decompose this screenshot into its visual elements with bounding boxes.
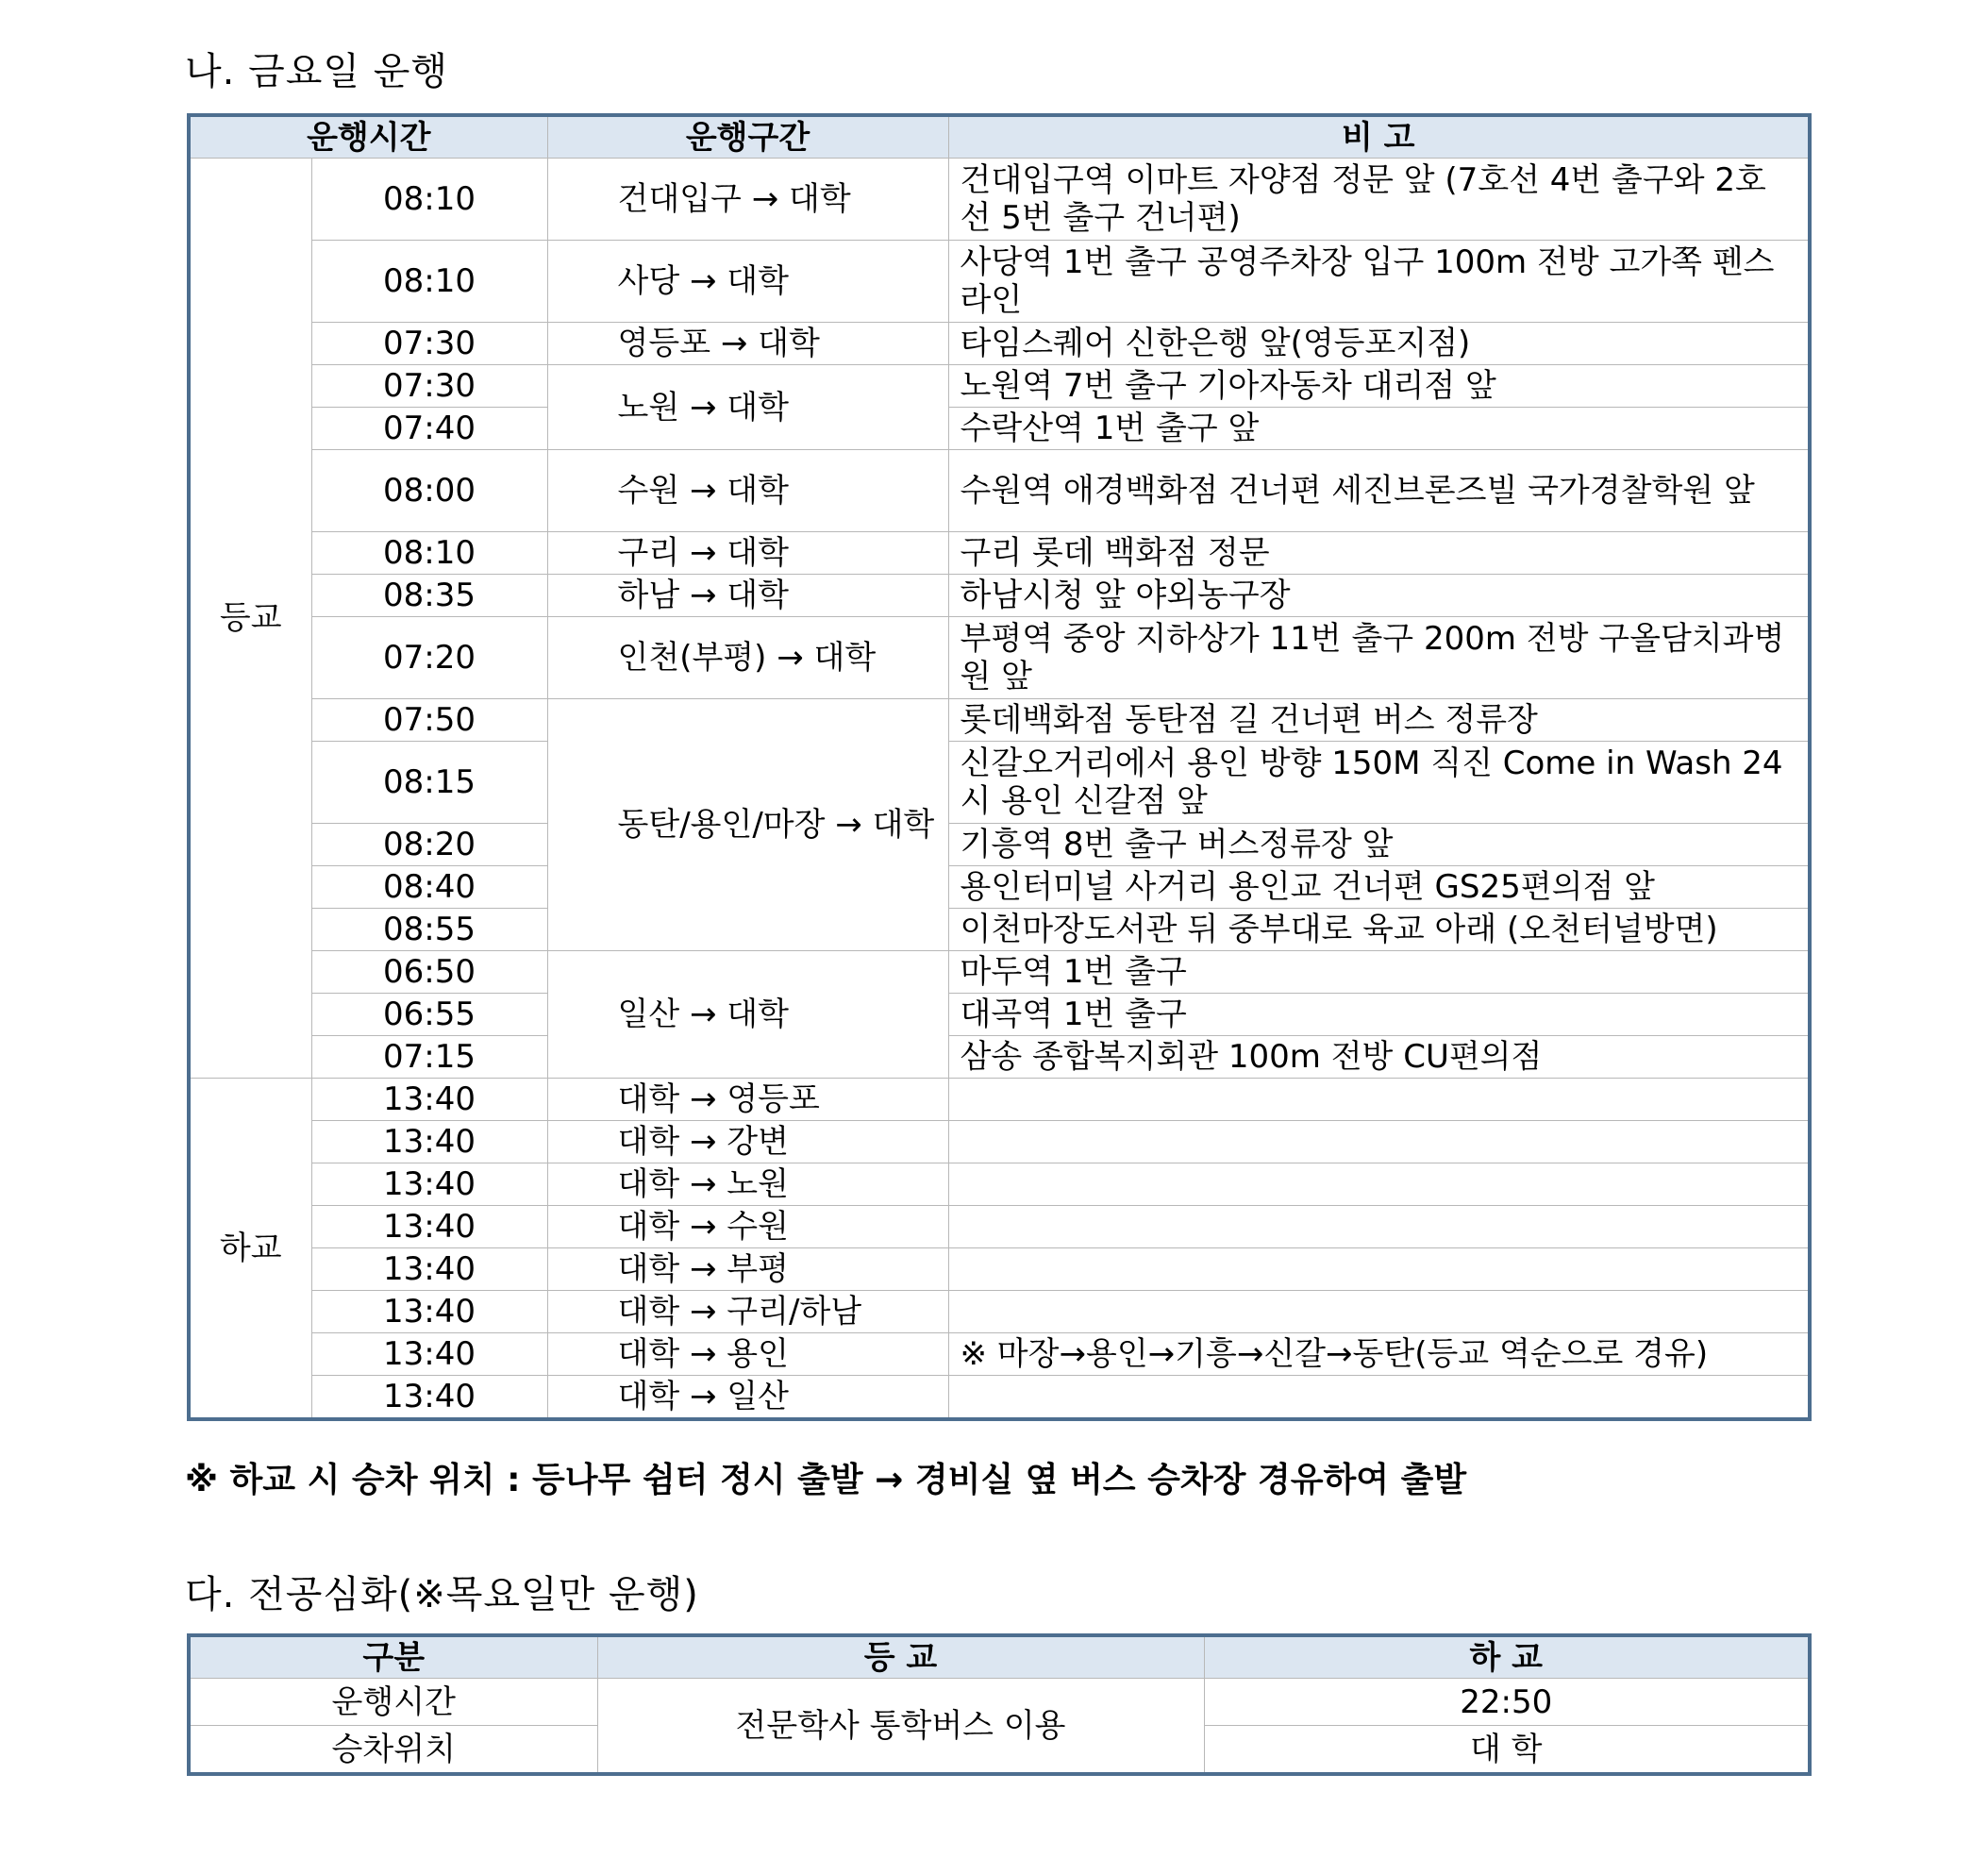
table-row [189, 909, 1810, 951]
time-cell: 08:40 [311, 866, 547, 909]
remark-cell: 롯데백화점 동탄점 길 건너편 버스 정류장 [948, 699, 1810, 742]
route-cell: 하남 → 대학 [547, 575, 948, 617]
time-cell: 08:20 [311, 824, 547, 866]
route-cell: 대학 → 영등포 [547, 1079, 948, 1121]
table-row [189, 450, 1810, 532]
group-afternoon: 하교 [189, 1079, 311, 1420]
route-cell: 대학 → 강변 [547, 1121, 948, 1163]
route-cell: 동탄/용인/마장 → 대학 [547, 699, 948, 951]
time-cell: 08:55 [311, 909, 547, 951]
route-cell: 대학 → 수원 [547, 1206, 948, 1248]
route-cell: 일산 → 대학 [547, 951, 948, 1079]
header-morning: 등 교 [597, 1635, 1204, 1679]
time-cell: 07:40 [311, 408, 547, 450]
table-row [189, 241, 1810, 323]
route-cell: 대학 → 일산 [547, 1376, 948, 1420]
boarding-footnote: ※ 하교 시 승차 위치 : 등나무 쉼터 정시 출발 → 경비실 옆 버스 승차장 경유하여 출발 [185, 1461, 1467, 1499]
route-cell: 사당 → 대학 [547, 241, 948, 323]
route-cell: 영등포 → 대학 [547, 323, 948, 365]
section-title-friday: 나. 금요일 운행 [185, 50, 448, 93]
table-row [189, 994, 1810, 1036]
morning-value: 전문학사 통학버스 이용 [597, 1679, 1204, 1775]
route-cell: 대학 → 구리/하남 [547, 1291, 948, 1333]
time-cell: 13:40 [311, 1206, 547, 1248]
major-schedule-table [187, 1633, 1812, 1776]
remark-cell: 타임스퀘어 신한은행 앞(영등포지점) [948, 323, 1810, 365]
route-cell: 수원 → 대학 [547, 450, 948, 532]
time-cell: 13:40 [311, 1333, 547, 1376]
route-cell: 건대입구 → 대학 [547, 159, 948, 241]
table-row [189, 1291, 1810, 1333]
table-row [189, 1679, 1810, 1726]
remark-cell: 하남시청 앞 야외농구장 [948, 575, 1810, 617]
remark-cell: 노원역 7번 출구 기아자동차 대리점 앞 [948, 365, 1810, 408]
header-afternoon: 하 교 [1204, 1635, 1810, 1679]
route-cell: 구리 → 대학 [547, 532, 948, 575]
remark-cell: 대곡역 1번 출구 [948, 994, 1810, 1036]
remark-cell: 사당역 1번 출구 공영주차장 입구 100m 전방 고가쪽 펜스라인 [948, 241, 1810, 323]
table-row [189, 1206, 1810, 1248]
time-cell: 08:10 [311, 159, 547, 241]
table-row [189, 617, 1810, 699]
time-cell: 07:20 [311, 617, 547, 699]
table-row [189, 1163, 1810, 1206]
header-route: 운행구간 [547, 115, 948, 159]
time-cell: 06:55 [311, 994, 547, 1036]
row-label-location: 승차위치 [189, 1726, 597, 1775]
table-row [189, 1121, 1810, 1163]
time-cell: 13:40 [311, 1291, 547, 1333]
route-cell: 인천(부평) → 대학 [547, 617, 948, 699]
group-morning: 등교 [189, 159, 311, 1079]
time-cell: 13:40 [311, 1376, 547, 1420]
time-cell: 07:15 [311, 1036, 547, 1079]
time-cell: 08:10 [311, 532, 547, 575]
time-cell: 08:15 [311, 742, 547, 824]
table-row [189, 1333, 1810, 1376]
route-cell: 노원 → 대학 [547, 365, 948, 450]
route-cell: 대학 → 노원 [547, 1163, 948, 1206]
remark-cell: 기흥역 8번 출구 버스정류장 앞 [948, 824, 1810, 866]
time-cell: 07:30 [311, 323, 547, 365]
time-cell: 13:40 [311, 1079, 547, 1121]
table-header-row [189, 115, 1810, 159]
header-category: 구분 [189, 1635, 597, 1679]
row-label-time: 운행시간 [189, 1679, 597, 1726]
friday-schedule-table [187, 113, 1812, 1421]
remark-cell [948, 1163, 1810, 1206]
afternoon-location: 대 학 [1204, 1726, 1810, 1775]
remark-cell [948, 1291, 1810, 1333]
remark-cell: 용인터미널 사거리 용인교 건너편 GS25편의점 앞 [948, 866, 1810, 909]
time-cell: 07:50 [311, 699, 547, 742]
table-row [189, 323, 1810, 365]
time-cell: 08:35 [311, 575, 547, 617]
table-row [189, 159, 1810, 241]
table-row [189, 951, 1810, 994]
table-row [189, 365, 1810, 408]
table-row [189, 408, 1810, 450]
remark-cell [948, 1079, 1810, 1121]
remark-cell: 부평역 중앙 지하상가 11번 출구 200m 전방 구올담치과병원 앞 [948, 617, 1810, 699]
remark-cell: 수원역 애경백화점 건너편 세진브론즈빌 국가경찰학원 앞 [948, 450, 1810, 532]
time-cell: 08:00 [311, 450, 547, 532]
remark-cell: 구리 롯데 백화점 정문 [948, 532, 1810, 575]
remark-cell [948, 1206, 1810, 1248]
remark-cell: 신갈오거리에서 용인 방향 150M 직진 Come in Wash 24시 용인 신갈점 앞 [948, 742, 1810, 824]
table-row [189, 699, 1810, 742]
time-cell: 08:10 [311, 241, 547, 323]
header-remark: 비 고 [948, 115, 1810, 159]
table-row [189, 575, 1810, 617]
remark-cell: 마두역 1번 출구 [948, 951, 1810, 994]
table-row [189, 742, 1810, 824]
remark-cell: 수락산역 1번 출구 앞 [948, 408, 1810, 450]
route-cell: 대학 → 용인 [547, 1333, 948, 1376]
route-cell: 대학 → 부평 [547, 1248, 948, 1291]
remark-cell: 삼송 종합복지회관 100m 전방 CU편의점 [948, 1036, 1810, 1079]
remark-cell: 이천마장도서관 뒤 중부대로 육교 아래 (오천터널방면) [948, 909, 1810, 951]
remark-cell [948, 1248, 1810, 1291]
time-cell: 06:50 [311, 951, 547, 994]
section-title-major: 다. 전공심화(※목요일만 운행) [185, 1573, 699, 1616]
time-cell: 13:40 [311, 1121, 547, 1163]
remark-cell [948, 1121, 1810, 1163]
header-time: 운행시간 [189, 115, 547, 159]
time-cell: 07:30 [311, 365, 547, 408]
remark-cell: 건대입구역 이마트 자양점 정문 앞 (7호선 4번 출구와 2호선 5번 출구 건너편) [948, 159, 1810, 241]
table-row [189, 1079, 1810, 1121]
time-cell: 13:40 [311, 1163, 547, 1206]
table-row [189, 1036, 1810, 1079]
remark-cell: ※ 마장→용인→기흥→신갈→동탄(등교 역순으로 경유) [948, 1333, 1810, 1376]
time-cell: 13:40 [311, 1248, 547, 1291]
table-row [189, 532, 1810, 575]
remark-cell [948, 1376, 1810, 1420]
table-row [189, 866, 1810, 909]
afternoon-time: 22:50 [1204, 1679, 1810, 1726]
table-row [189, 1376, 1810, 1420]
table-row [189, 824, 1810, 866]
table-header-row [189, 1635, 1810, 1679]
table-row [189, 1248, 1810, 1291]
